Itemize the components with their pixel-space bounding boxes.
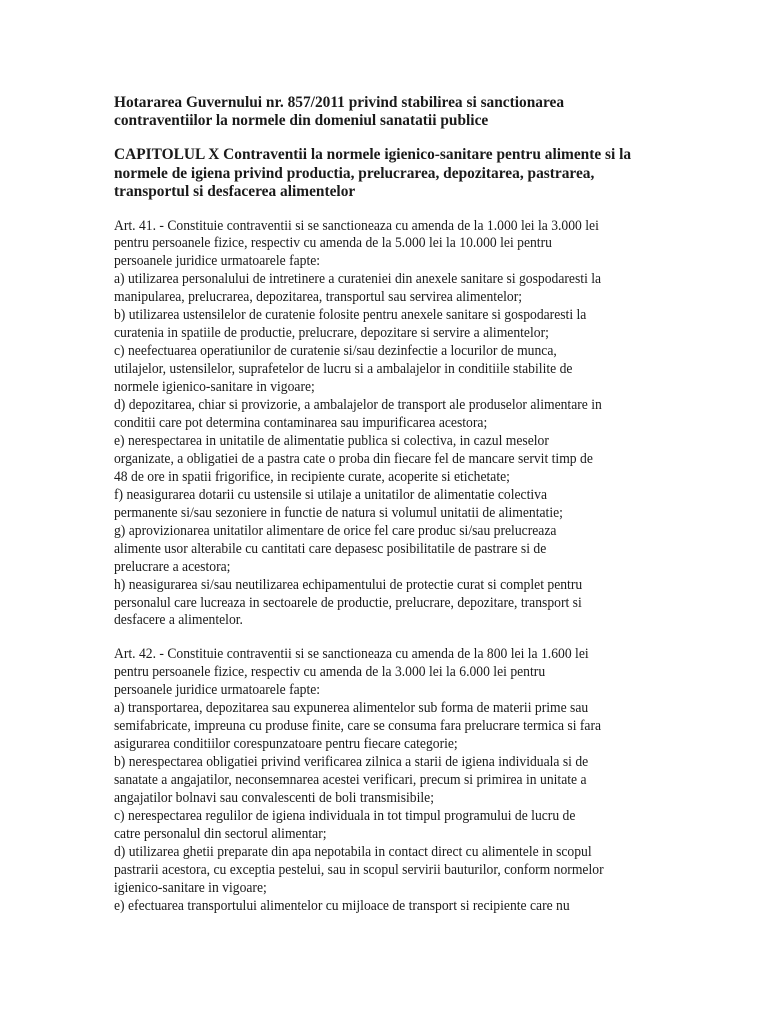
document-title-line: Hotararea Guvernului nr. 857/2011 privind stabilirea si sanctionarea — [114, 94, 565, 111]
article-item-line: pastrarii acestora, cu exceptia pestelui, sau in scopul servirii bauturilor, conform normelor — [114, 861, 604, 878]
article-42 — [114, 646, 663, 915]
article-item-line: b) nerespectarea obligatiei privind verificarea zilnica a starii de igiena individuala si de — [114, 754, 589, 771]
article-item-line: angajatilor bolnavi sau convalescenti de boli transmisibile; — [114, 790, 434, 807]
chapter-heading-line: transportul si desfacerea alimentelor — [114, 183, 356, 200]
document-page — [114, 94, 662, 932]
article-intro-line: pentru persoanele fizice, respectiv cu amenda de la 3.000 lei la 6.000 lei pentru — [114, 664, 546, 681]
article-intro-line: persoanele juridice urmatoarele fapte: — [114, 253, 321, 270]
article-item-line: prelucrare a acestora; — [114, 558, 231, 575]
article-41 — [114, 218, 663, 631]
article-item-line: c) neefectuarea operatiunilor de curatenie si/sau dezinfectie a locurilor de munca, — [114, 343, 557, 360]
article-item-line: organizate, a obligatiei de a pastra cate o proba din fiecare fel de mancare servit timp de — [114, 450, 593, 467]
article-item-line: sanatate a angajatilor, neconsemnarea acestei verificari, precum si primirea in unitate a — [114, 772, 587, 789]
article-item-line: desfacere a alimentelor. — [114, 612, 243, 629]
chapter-heading — [114, 146, 662, 202]
article-item-line: semifabricate, impreuna cu produse finite, care se consuma fara prelucrare termica si fara — [114, 718, 602, 735]
article-item-line: permanente si/sau sezoniere in functie de natura si volumul unitatii de alimentatie; — [114, 504, 563, 521]
article-item-line: normele igienico-sanitare in vigoare; — [114, 379, 315, 396]
article-item-line: conditii care pot determina contaminarea sau impurificarea acestora; — [114, 414, 488, 431]
article-item-line: b) utilizarea ustensilelor de curatenie folosite pentru anexele sanitare si gospodaresti la — [114, 307, 587, 324]
document-title-line: contraventiilor la normele din domeniul sanatatii publice — [114, 112, 489, 129]
article-item-line: asigurarea conditiilor corespunzatoare pentru fiecare categorie; — [114, 736, 458, 753]
article-item-line: alimente usor alterabile cu cantitati care depasesc posibilitatile de pastrare si de — [114, 540, 547, 557]
article-intro-line: pentru persoanele fizice, respectiv cu amenda de la 5.000 lei la 10.000 lei pentru — [114, 235, 552, 252]
article-intro-line: Art. 41. - Constituie contraventii si se sanctioneaza cu amenda de la 1.000 lei la 3.000 lei — [114, 217, 599, 234]
article-item-line: a) utilizarea personalului de intretinere a curateniei din anexele sanitare si gospodaresti la — [114, 271, 602, 288]
article-item-line: c) nerespectarea regulilor de igiena individuala in tot timpul programului de lucru de — [114, 808, 576, 824]
chapter-heading-line: normele de igiena privind productia, prelucrarea, depozitarea, pastrarea, — [114, 164, 595, 182]
article-item-line: e) nerespectarea in unitatile de alimentatie publica si colectiva, in cazul meselor — [114, 432, 549, 449]
article-item-line: 48 de ore in spatii frigorifice, in recipiente curate, acoperite si etichetate; — [114, 468, 510, 485]
article-item-line: d) utilizarea ghetii preparate din apa nepotabila in contact direct cu alimentele in scopul — [114, 843, 592, 860]
chapter-heading-line: CAPITOLUL X Contraventii la normele igienico-sanitare pentru alimente si la — [114, 146, 632, 163]
document-title — [114, 94, 662, 130]
article-item-line: igienico-sanitare in vigoare; — [114, 879, 267, 896]
article-item-line: a) transportarea, depozitarea sau expunerea alimentelor sub forma de materii prime sau — [114, 700, 589, 717]
article-item-line: d) depozitarea, chiar si provizorie, a ambalajelor de transport ale produselor alimentare in — [114, 397, 602, 414]
article-item-line: curatenia in spatiile de productie, prelucrare, depozitare si servire a alimentelor; — [114, 325, 549, 342]
article-item-line: h) neasigurarea si/sau neutilizarea echipamentului de protectie curat si complet pentru — [114, 576, 583, 593]
article-intro-line: Art. 42. - Constituie contraventii si se sanctioneaza cu amenda de la 800 lei la 1.600 lei — [114, 646, 589, 663]
article-item-line: utilajelor, ustensilelor, suprafetelor de lucru si a ambalajelor in conditiile stabilite de — [114, 361, 573, 378]
article-item-line: personalul care lucreaza in sectoarele de productie, prelucrare, depozitare, transport si — [114, 594, 582, 611]
article-item-line: f) neasigurarea dotarii cu ustensile si utilaje a unitatilor de alimentatie colectiva — [114, 486, 548, 503]
article-intro-line: persoanele juridice urmatoarele fapte: — [114, 682, 321, 699]
article-item-line: catre personalul din sectorul alimentar; — [114, 825, 327, 842]
article-item-line: e) efectuarea transportului alimentelor cu mijloace de transport si recipiente care nu — [114, 897, 570, 914]
article-item-line: g) aprovizionarea unitatilor alimentare de orice fel care produc si/sau prelucreaza — [114, 522, 557, 539]
article-item-line: manipularea, prelucrarea, depozitarea, transportul sau servirea alimentelor; — [114, 289, 523, 306]
